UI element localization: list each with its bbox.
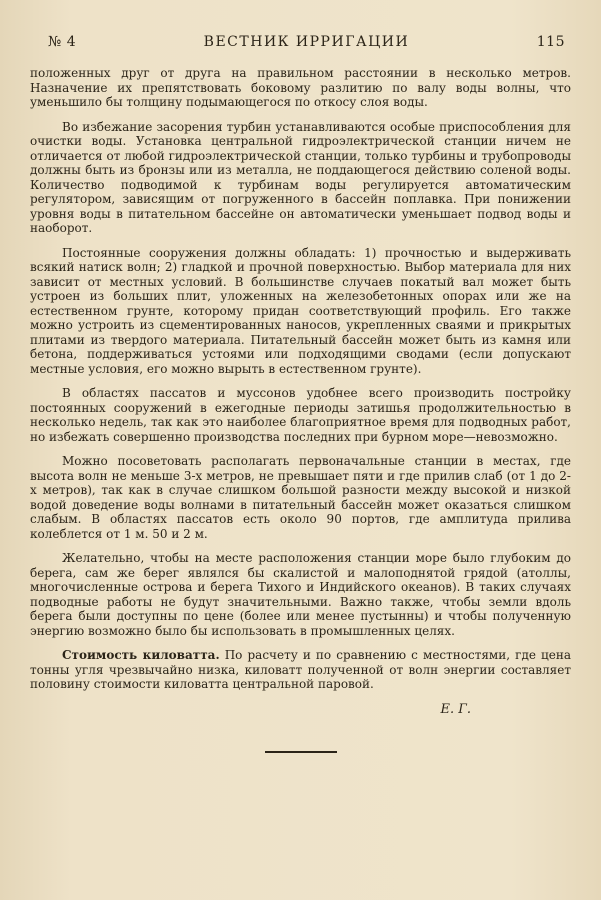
article-body bbox=[30, 66, 571, 692]
section-divider bbox=[265, 751, 337, 753]
kilowatt-cost-heading: Стоимость киловатта. bbox=[62, 648, 220, 662]
author-signature: Е. Г. bbox=[440, 701, 471, 717]
page-number: 115 bbox=[536, 34, 565, 50]
page-header bbox=[48, 34, 565, 50]
issue-number: № 4 bbox=[48, 34, 77, 50]
paragraph-structures: Постоянные сооружения должны обладать: 1) прочностью и выдерживать всякий натиск волн; 2) гладкой и прочной поверхностью. Выбор материала для них зависит от местных условий. В большинстве случаев покатый вал может быть устроен из больших плит, уложенных на железобетонных опорах или же на естественном грунте, которому придан соответствующий профиль. Его также можно устроить из сцементированных наносов, укрепленных сваями и прикрытых плитами из твердого материала. Питательный бассейн может быть из камня или бетона, поддерживаться устоями или подходящими сводами (если допускают местные условия, его можно вырыть в естественном грунте). bbox=[30, 245, 571, 376]
paragraph-kilowatt-cost bbox=[30, 648, 571, 692]
kilowatt-cost-text: По расчету и по сравнению с местностями, где цена тонны угля чрезвычайно низка, киловатт полученной от волн энергии составляет половину стоимости киловатта центральной паровой. bbox=[30, 648, 571, 691]
paragraph-coast-conditions: Желательно, чтобы на месте расположения станции море было глубоким до берега, сам же берег являлся бы скалистой и малоподнятой грядой (атоллы, многочисленные острова и берега Тихого и Индийского океанов). В таких случаях подводные работы не будут значительными. Важно также, чтобы земли вдоль берега были доступны по цене (более или менее пустынны) и чтобы полученную энергию возможно было бы использовать в промышленных целях. bbox=[30, 551, 571, 638]
journal-title: ВЕСТНИК ИРРИГАЦИИ bbox=[203, 34, 410, 50]
paragraph-station-location: Можно посоветовать располагать первоначальные станции в местах, где высота волн не меньше 3-х метров, не превышает пяти и где прилив слаб (от 1 до 2-х метров), так как в случае слишком большой разности между высокой и низкой водой доведение воды волнами в питательный бассейн может оказаться слишком слабым. В областях пассатов есть около 90 портов, где амплитуда прилива колеблется от 1 м. 50 и 2 м. bbox=[30, 454, 571, 541]
paragraph-continued: положенных друг от друга на правильном расстоянии в несколько метров. Назначение их препятствовать боковому разлитию по валу воды волны, что уменьшило бы толщину подымающегося по откосу слоя воды. bbox=[30, 66, 571, 109]
paragraph-turbines: Во избежание засорения турбин устанавливаются особые приспособления для очистки воды. Установка центральной гидроэлектрической станции ничем не отличается от любой гидроэлектрической станции, только турбины и трубопроводы должны быть из бронзы или из металла, не поддающегося действию соленой воды. Количество подводимой к турбинам воды регулируется автоматическим регулятором, зависящим от погруженного в бассейн поплавка. При понижении уровня воды в питательном бассейне он автоматически уменьшает подвод воды и наоборот. bbox=[30, 119, 571, 235]
paragraph-construction-period: В областях пассатов и муссонов удобнее всего производить постройку постоянных сооружений в ежегодные периоды затишья продолжительностью в несколько недель, так как это наиболее благоприятное время для подводных работ, но избежать совершенно производства последних при бурном море—невозможно. bbox=[30, 386, 571, 444]
